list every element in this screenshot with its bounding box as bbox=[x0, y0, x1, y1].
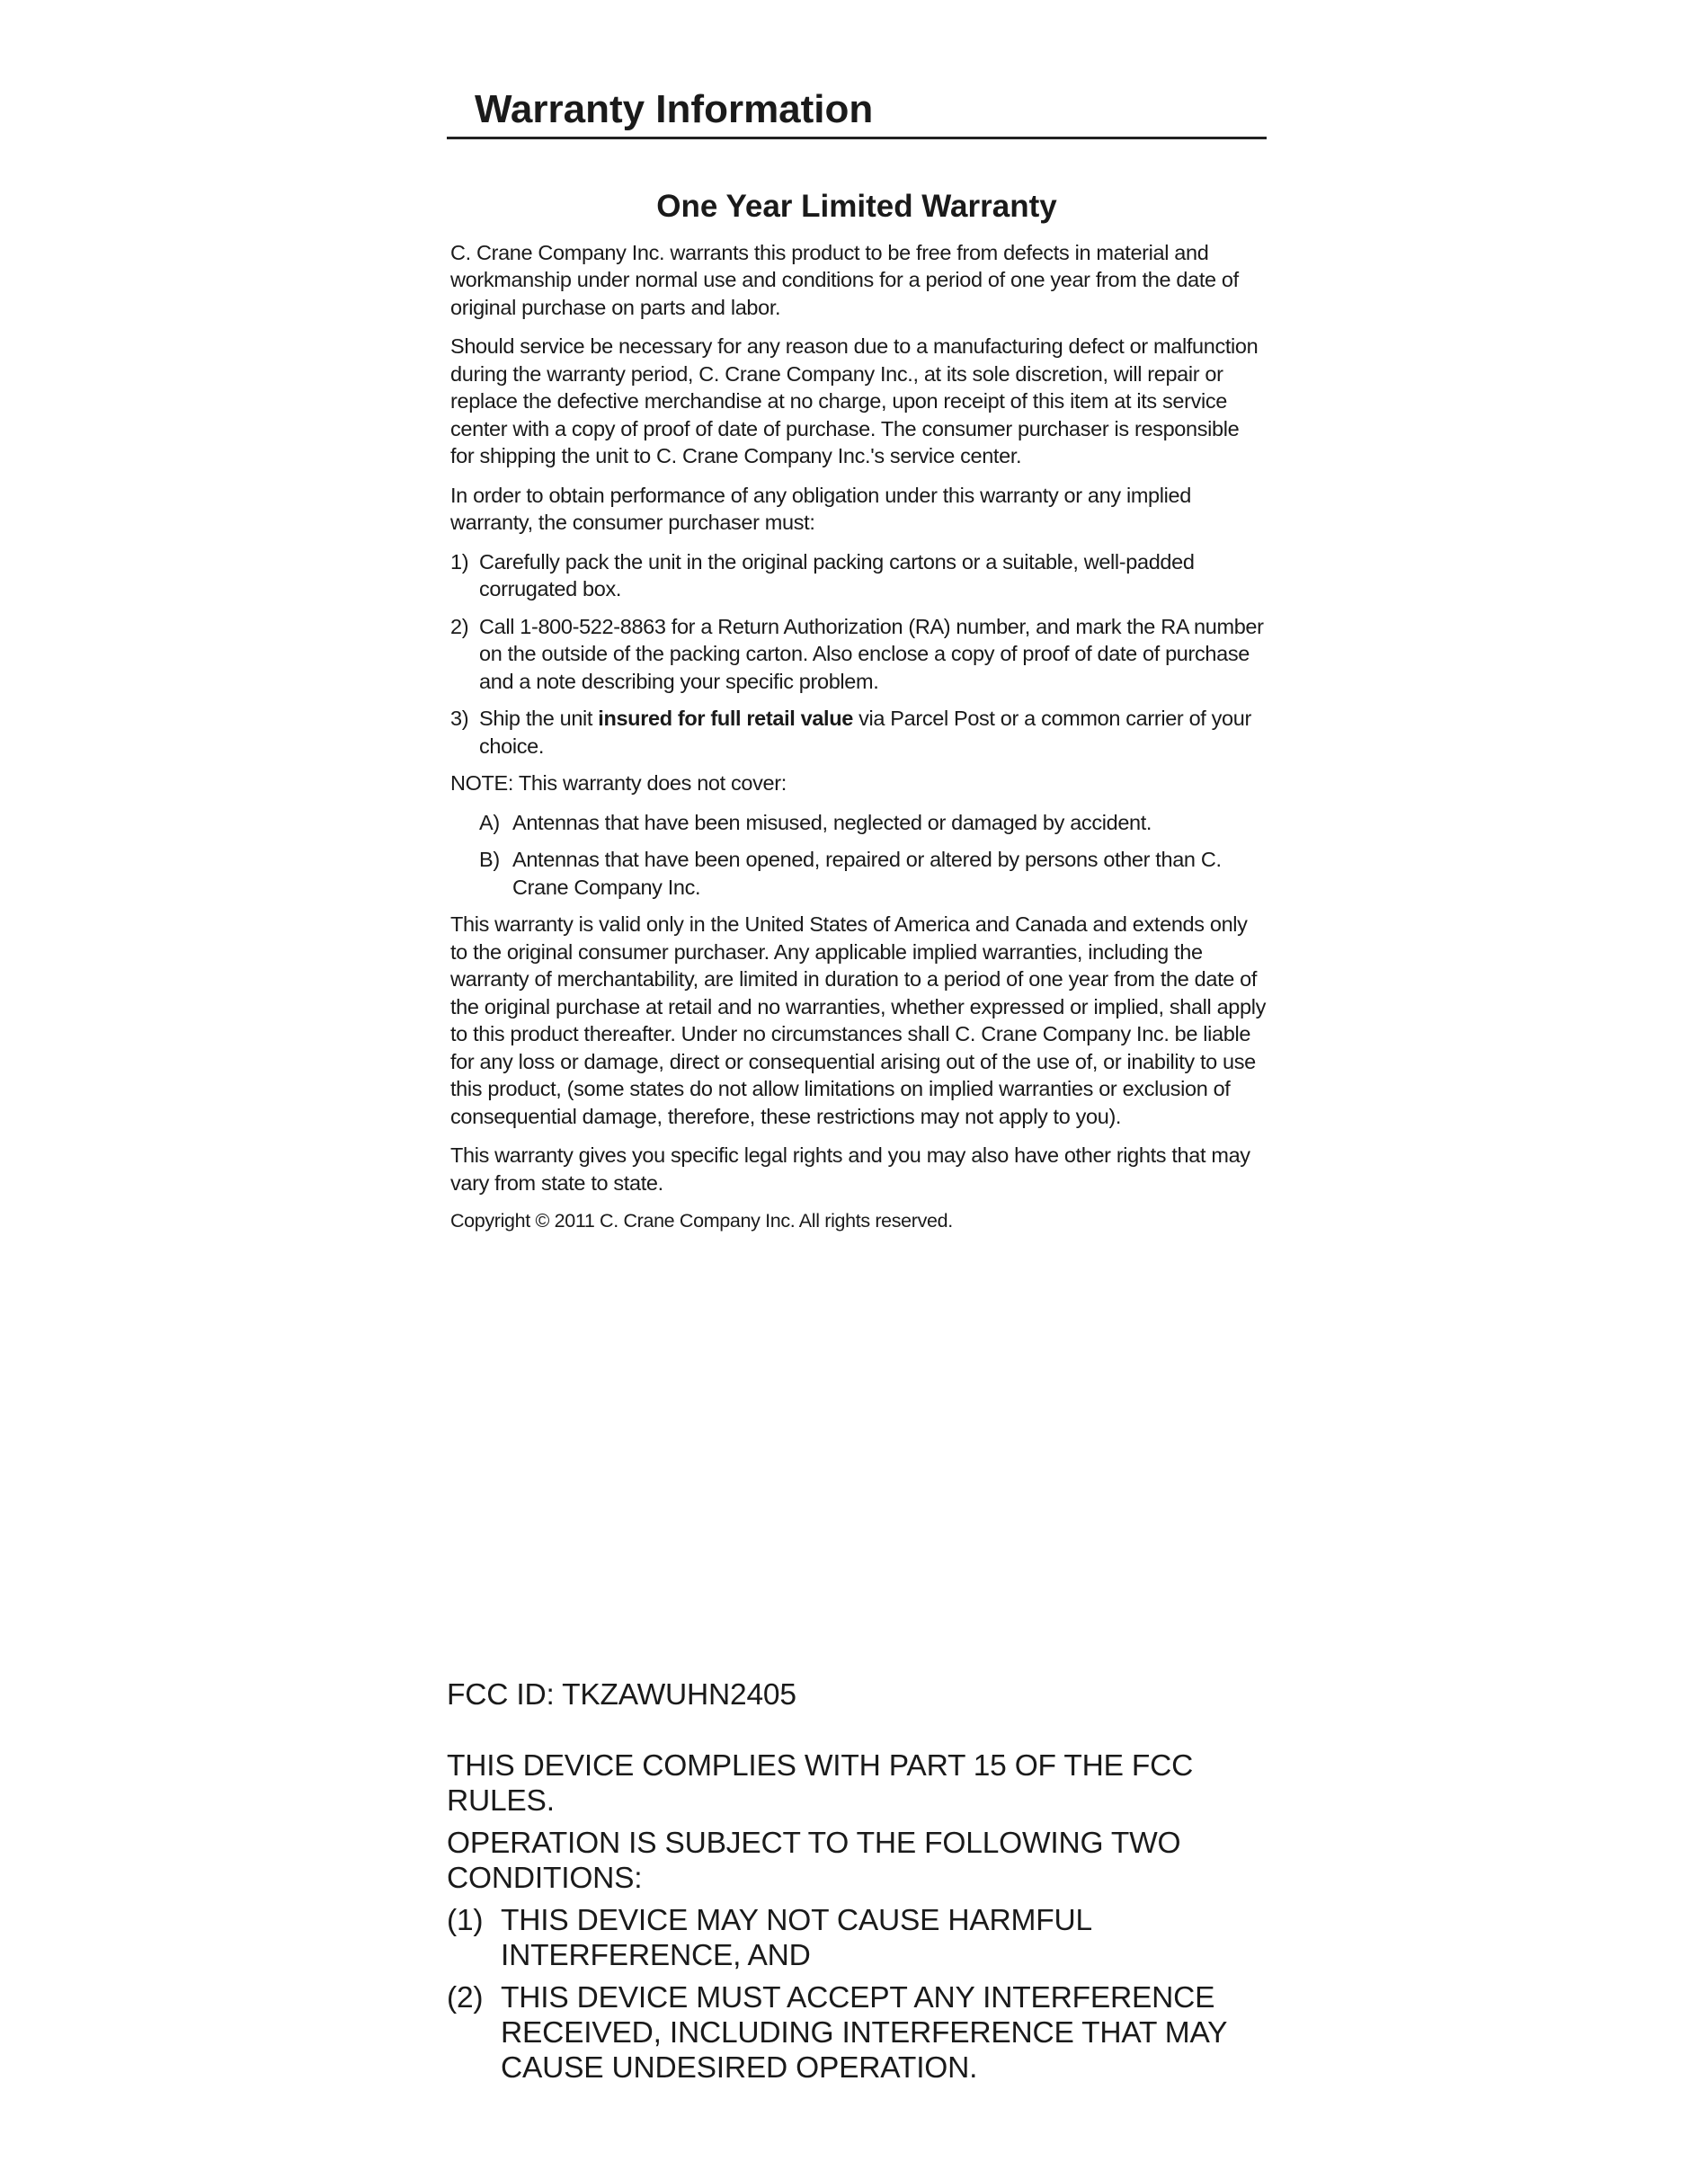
step-text-pre: Ship the unit bbox=[479, 707, 599, 730]
warranty-step bbox=[450, 613, 1267, 696]
step-number: 3) bbox=[450, 707, 469, 730]
exclusion-item bbox=[479, 809, 1267, 837]
exclusion-list bbox=[450, 809, 1267, 902]
warranty-step bbox=[450, 548, 1267, 603]
condition-number: (2) bbox=[447, 1981, 484, 2014]
warranty-body bbox=[447, 239, 1267, 1234]
exclusion-text: Antennas that have been opened, repaired or altered by persons other than C. Crane Company Inc. bbox=[512, 848, 1222, 899]
fcc-id: FCC ID: TKZAWUHN2405 bbox=[447, 1678, 796, 1712]
fcc-condition bbox=[447, 1980, 1267, 2086]
section-header bbox=[447, 81, 1267, 139]
exclusion-letter: B) bbox=[479, 848, 500, 871]
warranty-validity: This warranty is valid only in the United States of America and Canada and extends only to the original consumer purchaser. Any applicable implied warranties, including the warranty of merchantability, are limited in duration to a period of one year from the date of the original purchase at retail and no warranties, whether expressed or implied, shall apply to this product thereafter. Under no circumstances shall C. Crane Company Inc. be liable for any loss or damage, direct or consequential arising out of the use of, or inability to use this product, (some states do not allow limitations on implied warranties or exclusion of consequential damage, therefore, these restrictions may not apply to you). bbox=[450, 912, 1267, 1128]
warranty-note: NOTE: This warranty does not cover: bbox=[450, 771, 787, 795]
warranty-service: Should service be necessary for any reason due to a manufacturing defect or malfunction during the warranty period, C. Crane Company Inc., at its sole discretion, will repair or replace the defective merchandise at no charge, upon receipt of this item at its service center with a copy of proof of date of purchase. The consumer purchaser is responsible for shipping the unit to C. Crane Company Inc.'s service center. bbox=[450, 334, 1259, 467]
step-text: Call 1-800-522-8863 for a Return Authorization (RA) number, and mark the RA number on the outside of the packing carton. Also enclose a copy of proof of date of purchase and a note describing your specific problem. bbox=[479, 614, 1264, 693]
step-text-emphasis: insured for full retail value bbox=[598, 707, 853, 730]
page-title: Warranty Information bbox=[475, 87, 874, 131]
step-text-post: via Parcel Post or a common carrier of your choice. bbox=[479, 707, 1251, 758]
warranty-page bbox=[447, 81, 1267, 1245]
exclusion-text: Antennas that have been misused, neglected or damaged by accident. bbox=[512, 810, 1152, 834]
step-number: 2) bbox=[450, 614, 469, 638]
step-text: Carefully pack the unit in the original packing cartons or a suitable, well-padded corrugated box. bbox=[479, 549, 1195, 600]
step-number: 1) bbox=[450, 549, 469, 574]
warranty-title: One Year Limited Warranty bbox=[656, 189, 1057, 224]
exclusion-item bbox=[479, 846, 1267, 901]
warranty-rights: This warranty gives you specific legal rights and you may also have other rights that may vary from state to state. bbox=[450, 1143, 1250, 1195]
exclusion-letter: A) bbox=[479, 810, 500, 834]
condition-number: (1) bbox=[447, 1904, 484, 1937]
condition-text: THIS DEVICE MUST ACCEPT ANY INTERFERENCE RECEIVED, INCLUDING INTERFERENCE THAT MAY CAUSE UNDESIRED OPERATION. bbox=[501, 1981, 1227, 2085]
step-text bbox=[479, 705, 1267, 760]
fcc-operation: OPERATION IS SUBJECT TO THE FOLLOWING TWO CONDITIONS: bbox=[447, 1827, 1181, 1895]
fcc-condition bbox=[447, 1903, 1267, 1973]
condition-text: THIS DEVICE MAY NOT CAUSE HARMFUL INTERFERENCE, AND bbox=[501, 1904, 1091, 1972]
warranty-intro: C. Crane Company Inc. warrants this product to be free from defects in material and workmanship under normal use and conditions for a period of one year from the date of original purchase on parts and labor. bbox=[450, 240, 1239, 319]
copyright-notice: Copyright © 2011 C. Crane Company Inc. All rights reserved. bbox=[450, 1210, 953, 1232]
fcc-compliance: THIS DEVICE COMPLIES WITH PART 15 OF THE FCC RULES. bbox=[447, 1749, 1194, 1818]
warranty-obligation: In order to obtain performance of any obligation under this warranty or any implied warranty, the consumer purchaser must: bbox=[450, 483, 1191, 534]
fcc-statement bbox=[447, 1677, 1267, 2093]
warranty-step bbox=[450, 705, 1267, 760]
